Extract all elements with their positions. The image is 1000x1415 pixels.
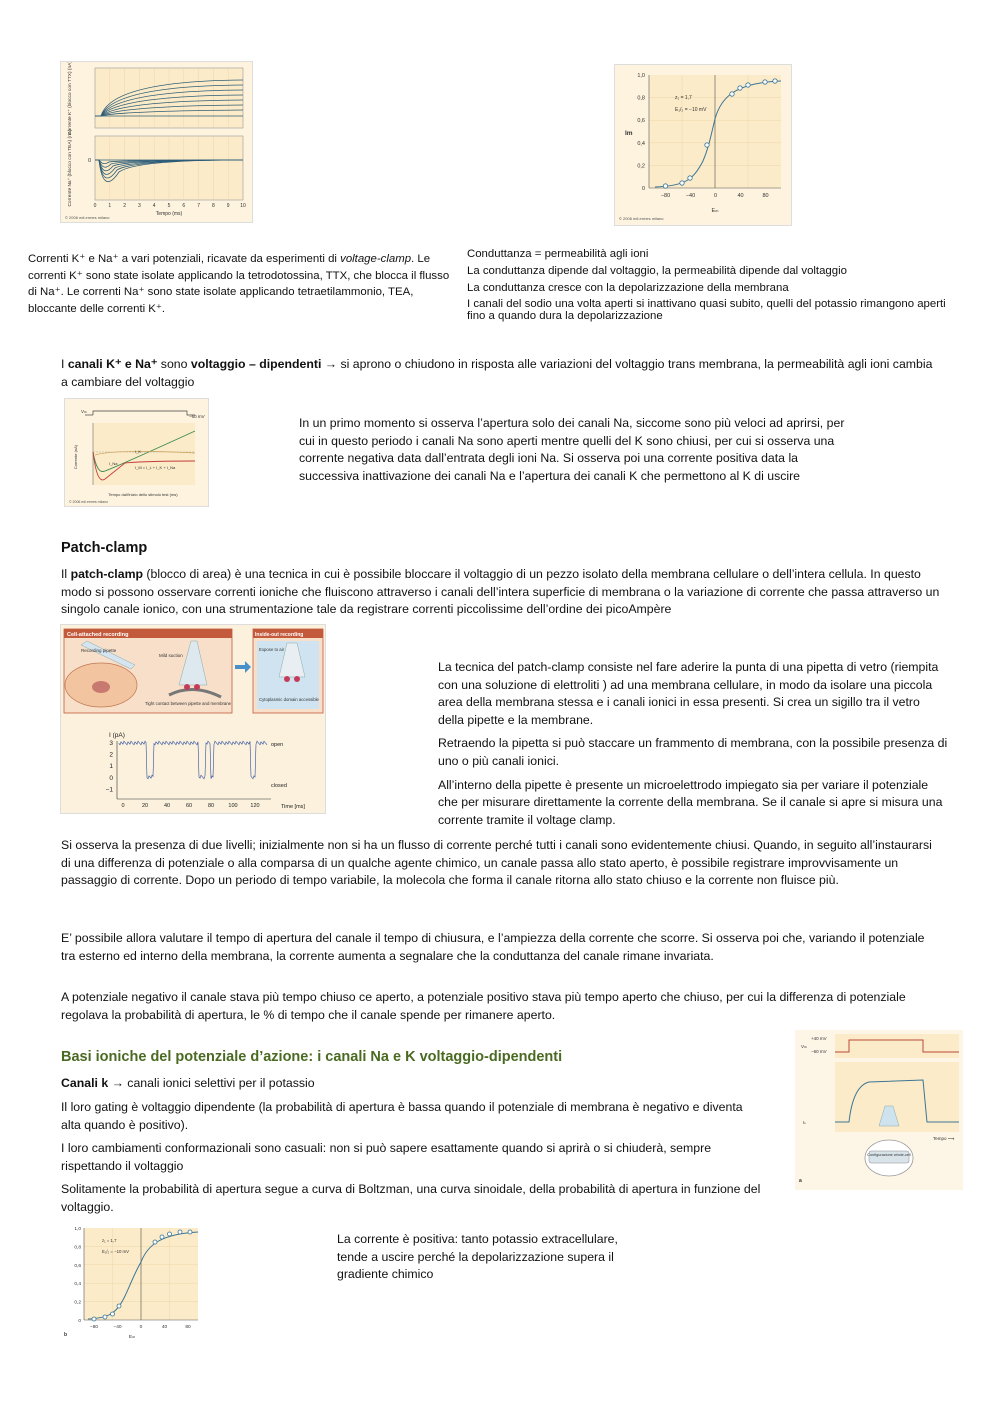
caption-left-period: .	[411, 253, 415, 265]
fig4-ytick-label: 3	[109, 740, 113, 747]
fig1-xtick-label: 9	[226, 203, 230, 209]
fig3-vlabel: Vₘ	[81, 409, 87, 414]
final-paragraph: La corrente è positiva: tanto potassio extracellulare, tende a uscire perché la depolarizzazione supera il gradiente chimico	[337, 1232, 618, 1282]
fig1-xtick-label: 0	[93, 203, 97, 209]
fig4-xtick-label: 60	[185, 803, 193, 809]
fig4-xtick-label: 100	[228, 803, 238, 809]
fig1-ylabel-top: Corrente K⁺ (blocco con TTX) (nA)	[68, 62, 73, 135]
fig6-xtick-label: 40	[161, 1325, 168, 1330]
fig6-ytick-label: 0	[78, 1319, 81, 1324]
heading-patch-clamp: Patch-clamp	[61, 540, 148, 556]
fig6-e12: E₁/₂ = −10 mV	[102, 1249, 130, 1254]
fig1-xlabel: Tempo (ms)	[155, 211, 183, 217]
fig3-vvalue: −60 mV	[189, 414, 205, 419]
fig4-ytick-label: −1	[105, 786, 113, 794]
fig4-xtick-label: 120	[250, 803, 260, 809]
fig6-xtick-label: 0	[139, 1325, 143, 1330]
fig5-panel: a	[799, 1178, 802, 1184]
fig4-expose: Expose to air	[259, 647, 285, 652]
fig1-xtick-label: 3	[138, 203, 141, 209]
fig1-xtick-label: 10	[240, 203, 246, 209]
fig6-ytick-label: 1,0	[74, 1227, 81, 1232]
k-channel-paragraph: I loro cambiamenti conformazionali sono casuali: non si può sapere esattamente quando si aprirà o si chiuderà, sempre rispettando il voltaggio	[61, 1141, 712, 1173]
patch-technique-paragraph: All’interno della pipette è presente un microelettrodo impiegato sia per variare il potenziale che per misurare direttamente la corrente della membrana. Se il canale si apre si misura una corrente tramite il voltage clamp.	[438, 777, 943, 827]
fig4-pipette: Recording pipette	[81, 648, 117, 653]
fig5-box: Configurazione whole-cell	[867, 1153, 911, 1157]
fig1-xtick-label: 6	[182, 203, 186, 209]
fig5-vlabel: Vₘ	[801, 1044, 807, 1049]
k-channel-paragraph: Il loro gating è voltaggio dipendente (la probabilità di apertura è bassa quando il potenziale di membrana è negativo e diventa alta quando è positivo).	[61, 1100, 743, 1132]
fig5-ilabel: Iₖ	[803, 1120, 807, 1125]
figure-conductance-curve	[614, 64, 792, 226]
body-paragraph: A potenziale negativo il canale stava più tempo chiuso ce aperto, a potenziale positivo stava più tempo aperto che chiuso, per cui la differenza di potenziale regolava la probabilità di apertura, le % di tempo che il canale spende per rimanere aperto.	[61, 990, 906, 1022]
intro-bold-voltage: voltaggio – dipendenti	[190, 357, 322, 371]
fig2-ytick-label: 0	[641, 186, 645, 192]
fig4-xtick-label: 0	[121, 803, 125, 809]
fig6-xlabel: Eₘ	[128, 1335, 136, 1340]
patch-intro-bold: patch-clamp	[70, 567, 144, 581]
figure-whole-cell	[795, 1030, 963, 1190]
fig1-xtick-label: 7	[197, 203, 200, 209]
fig1-ylabel-bottom: Corrente Na⁺ (blocco con TEA) (nA)	[68, 129, 73, 207]
fig6-ytick-label: 0,8	[74, 1245, 81, 1251]
intro-post: → si aprono o chiudono in risposta alle variazioni del voltaggio trans membrana, la permeabilità agli ioni cambia a cambiare del voltaggio	[61, 357, 933, 389]
fig4-xtick-label: 20	[141, 803, 149, 809]
fig2-zs: z₁ = 1,7	[675, 95, 692, 101]
fig6-ytick-label: 0,2	[74, 1300, 81, 1306]
fig1-xtick-label: 2	[123, 203, 126, 209]
fig5-low: −60 mV	[811, 1049, 827, 1054]
fig2-ytick-label: 0,6	[637, 118, 645, 125]
fig2-ytick-label: 0,4	[637, 140, 645, 147]
figure-patch-clamp	[60, 624, 326, 814]
body-paragraph: Si osserva la presenza di due livelli; inizialmente non si ha un flusso di corrente perché tutti i canali sono evidentemente chiusi. Quando, in seguito all’instaurarsi di una differenza di potenziale o alla comparsa di un qualche agente chimico, un canale passa allo stato aperto, è possibile registrare improvvisamente un passaggio di corrente. Dopo un periodo di tempo variabile, la molecola che forma il canale ritorna allo stato chiuso e la corrente non fluisce più.	[61, 838, 932, 888]
fig1-xtick-label: 1	[108, 203, 112, 209]
caption-left-emphasis: voltage-clamp	[340, 253, 412, 265]
caption-left	[28, 251, 453, 317]
fig2-credit: © 2006 edi.ermes milano	[619, 216, 664, 221]
fig6-ytick-label: 0,6	[74, 1263, 81, 1269]
fig6-xtick-label: 80	[185, 1325, 191, 1330]
caption-right-line: Conduttanza = permeabilità agli ioni	[467, 248, 649, 260]
fig3-label-sum: I_M = I_L + I_K + I_Na	[135, 465, 176, 470]
fig4-ytick-label: 0	[109, 774, 113, 782]
fig2-ytick-label: 0,8	[637, 95, 645, 102]
intro-pre: I	[61, 357, 68, 371]
fig3-xlabel: Tempo dall'inizio dello stimolo test (ms)	[108, 492, 178, 497]
fig6-ytick-label: 0,4	[74, 1282, 81, 1288]
patch-technique-text	[438, 659, 948, 829]
fig2-xtick-label: 40	[737, 193, 744, 199]
patch-intro-pre: Il	[61, 567, 71, 581]
fig3-description: In un primo momento si osserva l’apertura solo dei canali Na, siccome sono più veloci ad aprirsi, per cui in questo periodo i canali Na sono aperti mentre quelli del K sono chiusi, per cui si osserva una corrente negativa data dall’entrata degli ioni Na. Si osserva poi una corrente positiva data la successiva inattivazione dei canali Na e l’apertura dei canali K che permettono al K di uscire	[299, 416, 845, 483]
intro-mid: sono	[157, 357, 191, 371]
body-paragraph: E’ possibile allora valutare il tempo di apertura del canale il tempo di chiusura, e l’ampiezza della corrente che scorre. Si osserva poi che, variando il potenziale tra esterno ed interno della membrana, la corrente aumenta a segnalare che la conduttanza del canale rimane invariata.	[61, 931, 925, 963]
fig5-high: +40 mV	[811, 1036, 827, 1041]
caption-right-line: I canali del sodio una volta aperti si inattivano quasi subito, quelli del potassio rimangono aperti fino a quando dura la depolarizzazione	[467, 298, 946, 322]
caption-right-line: La conduttanza cresce con la depolarizzazione della membrana	[467, 282, 789, 294]
fig1-credit: © 2006 edi.ermes milano	[65, 215, 110, 220]
patch-intro-post: (blocco di area) è una tecnica in cui è possibile bloccare il voltaggio di un pezzo isolato della membrana cellulare o dell’intera cellula. In questo modo si possono osservare correnti ioniche che fluiscono attraverso i canali dell’intera superficie di membrana o la variazione di corrente che passa attraverso un singolo canale ionico, con una strumentazione tale da registrare correnti piccolissime dell’ordine dei picoAmpère	[61, 567, 940, 617]
fig1-xtick-label: 8	[212, 203, 215, 209]
fig2-xtick-label: 0	[713, 193, 718, 199]
fig4-xunit: Time [ms]	[281, 804, 305, 810]
canali-k-post: → canali ionici selettivi per il potassio	[108, 1076, 315, 1090]
figure-boltzmann-curve	[62, 1222, 208, 1340]
fig4-ytick-label: 1	[109, 763, 113, 771]
fig3-ylabel: Corrente (nA)	[73, 444, 78, 470]
fig2-xlabel: Eₘ	[711, 208, 719, 214]
intro-paragraph	[61, 356, 941, 391]
fig3-label-k: I_K	[135, 449, 142, 454]
fig4-xtick-label: 40	[163, 803, 171, 809]
fig2-xtick-label: 80	[762, 193, 769, 199]
fig4-xtick-label: 80	[207, 803, 215, 809]
k-channel-text	[61, 1099, 761, 1217]
caption-right-line: La conduttanza dipende dal voltaggio, la permeabilità dipende dal voltaggio	[467, 265, 847, 277]
fig6-panel: b	[64, 1332, 68, 1338]
figure-currents-k-na	[60, 61, 253, 223]
fig6-zs: z₁ = 1,7	[102, 1238, 117, 1243]
fig1-xtick-label: 4	[152, 203, 156, 209]
intro-bold-channels: canali K⁺ e Na⁺	[67, 357, 158, 371]
patch-technique-paragraph: Retraendo la pipetta si può staccare un frammento di membrana, con la possibile presenza di uno o più canali ionici.	[438, 736, 948, 768]
fig3-credit: © 2006 edi.ermes milano	[69, 500, 108, 504]
fig2-ytick-label: 0,2	[637, 163, 645, 170]
fig5-xlabel: Tempo ⟶	[933, 1136, 955, 1141]
fig4-ytick-label: 2	[109, 751, 113, 759]
fig4-tight: Tight contact between pipette and membrane	[145, 701, 232, 706]
k-channel-paragraph: Solitamente la probabilità di apertura segue a curva di Boltzman, una curva sinoidale, della probabilità di apertura in funzione del voltaggio.	[61, 1182, 761, 1214]
patch-technique-paragraph: La tecnica del patch-clamp consiste nel fare aderire la punta di una pipetta di vetro (riempita con una soluzione di elettroliti ) ad una membrana cellulare, in modo da isolare una piccola area della membrana stessa e i canali ionici in essa presenti. Si crea un sigillo tra il vetro della pipette e la membrane.	[438, 660, 939, 727]
fig4-open-label: open	[271, 742, 284, 748]
fig2-xtick-label: −80	[660, 193, 671, 199]
caption-right	[467, 247, 962, 322]
fig2-ytick-label: 1,0	[637, 73, 645, 79]
fig4-panel2-title: Inside-out recording	[255, 632, 304, 638]
caption-left-rest: Le correnti K⁺ sono state isolate applicando la tetrodotossina, TTX, che blocca il flusso di Na⁺. Le correnti Na⁺ sono state isolate applicando tetraetilammonio, TEA, bloccante delle correnti K⁺.	[28, 253, 450, 315]
fig4-suction: Mild suction	[159, 653, 183, 658]
canali-k-bold: Canali k	[61, 1076, 109, 1090]
fig4-panel1-title: Cell-attached recording	[67, 632, 129, 638]
fig3-label-na: I_Na	[109, 461, 118, 466]
fig2-xtick-label: −40	[685, 193, 696, 199]
fig1-xtick-label: 5	[167, 203, 171, 209]
patch-clamp-intro	[61, 566, 941, 619]
fig4-closed-label: closed	[271, 783, 287, 789]
fig6-xtick-label: −40	[113, 1325, 122, 1330]
fig1-zero-label: 0	[87, 158, 91, 164]
fig2-ylabel: Im	[625, 130, 633, 137]
fig6-xtick-label: −80	[89, 1325, 99, 1330]
canali-k-line	[61, 1075, 761, 1093]
figure-membrane-currents	[64, 398, 209, 507]
caption-left-line1: Correnti K⁺ e Na⁺ a vari potenziali, ricavate da esperimenti di	[28, 253, 341, 265]
fig4-ylabel: I (pA)	[109, 732, 125, 739]
fig4-cyto: Cytoplasmic domain accessible	[259, 697, 319, 702]
heading-basi-ioniche: Basi ioniche del potenziale d’azione: i canali Na e K voltaggio-dipendenti	[61, 1049, 563, 1065]
fig2-e12: E₁/₂ = −10 mV	[675, 107, 707, 113]
